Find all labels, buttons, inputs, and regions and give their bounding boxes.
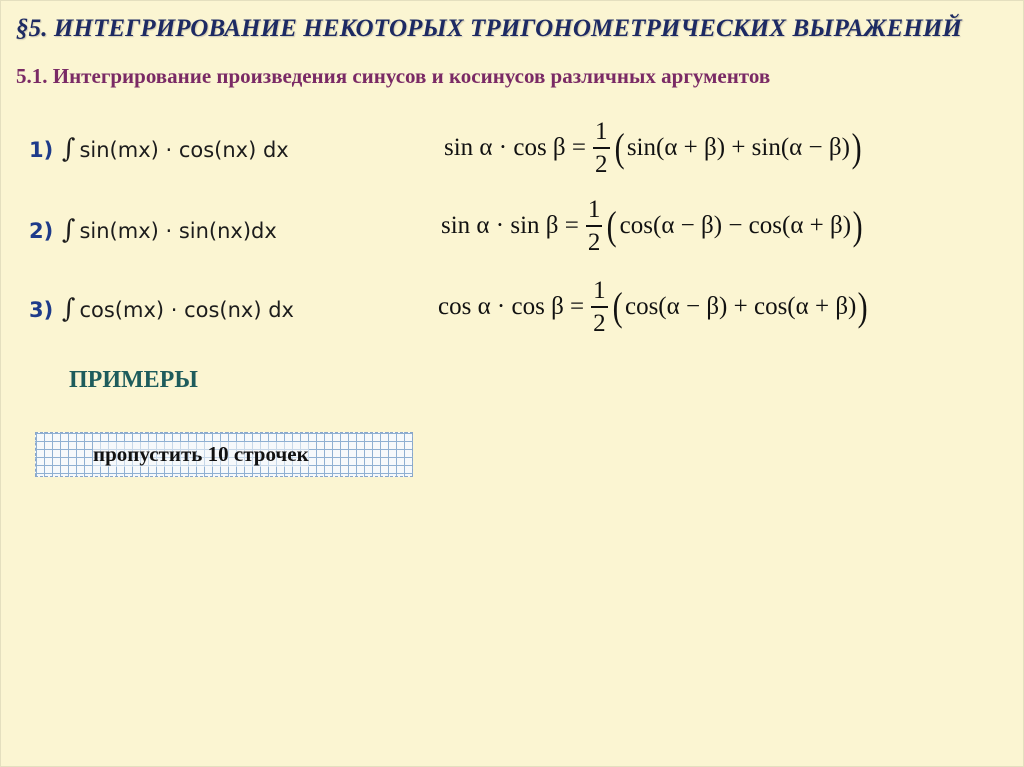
slide-subtitle: 5.1. Интегрирование произведения синусов и косинусов различных аргументов xyxy=(16,64,771,88)
formula-lhs: sin α · sin β = xyxy=(441,211,579,239)
integral-sign-icon: ∫ xyxy=(61,294,76,324)
integral-1 xyxy=(29,134,289,164)
examples-heading: ПРИМЕРЫ xyxy=(69,367,198,393)
integral-2 xyxy=(29,215,277,245)
close-paren: ) xyxy=(858,283,869,329)
formula-1 xyxy=(444,119,863,177)
fraction-numerator: 1 xyxy=(587,196,601,223)
skip-note-box xyxy=(35,432,413,477)
formula-rhs: sin(α + β) + sin(α − β) xyxy=(626,133,850,161)
formula-lhs: sin α · cos β = xyxy=(444,133,586,161)
integral-number: 3) xyxy=(29,298,54,322)
open-paren: ( xyxy=(607,202,618,248)
open-paren: ( xyxy=(612,283,623,329)
close-paren: ) xyxy=(852,202,863,248)
open-paren: ( xyxy=(614,124,625,170)
fraction xyxy=(591,278,608,336)
skip-note-text: пропустить 10 строчек xyxy=(93,442,309,466)
integral-number: 1) xyxy=(29,138,54,162)
slide-title: §5. ИНТЕГРИРОВАНИЕ НЕКОТОРЫХ ТРИГОНОМЕТРИЧЕСКИХ ВЫРАЖЕНИЙ xyxy=(16,15,962,42)
integral-sign-icon: ∫ xyxy=(61,215,76,245)
fraction-denominator: 2 xyxy=(595,150,608,178)
fraction xyxy=(593,119,610,177)
integral-number: 2) xyxy=(29,219,54,243)
fraction-denominator: 2 xyxy=(587,228,601,256)
formula-rhs: cos(α − β) − cos(α + β) xyxy=(619,211,852,239)
fraction-denominator: 2 xyxy=(593,309,606,337)
close-paren: ) xyxy=(851,124,862,170)
integral-expression: cos(mx) · cos(nx) dx xyxy=(79,298,294,322)
formula-3 xyxy=(438,278,870,336)
formula-rhs: cos(α − β) + cos(α + β) xyxy=(624,292,857,320)
formula-lhs: cos α · cos β = xyxy=(438,292,585,320)
fraction-numerator: 1 xyxy=(595,118,608,145)
integral-3 xyxy=(29,294,294,324)
integral-expression: sin(mx) · sin(nx)dx xyxy=(79,219,277,243)
fraction xyxy=(586,197,603,255)
integral-expression: sin(mx) · cos(nx) dx xyxy=(79,138,289,162)
formula-2 xyxy=(441,197,864,255)
fraction-numerator: 1 xyxy=(593,277,606,304)
integral-sign-icon: ∫ xyxy=(61,134,76,164)
